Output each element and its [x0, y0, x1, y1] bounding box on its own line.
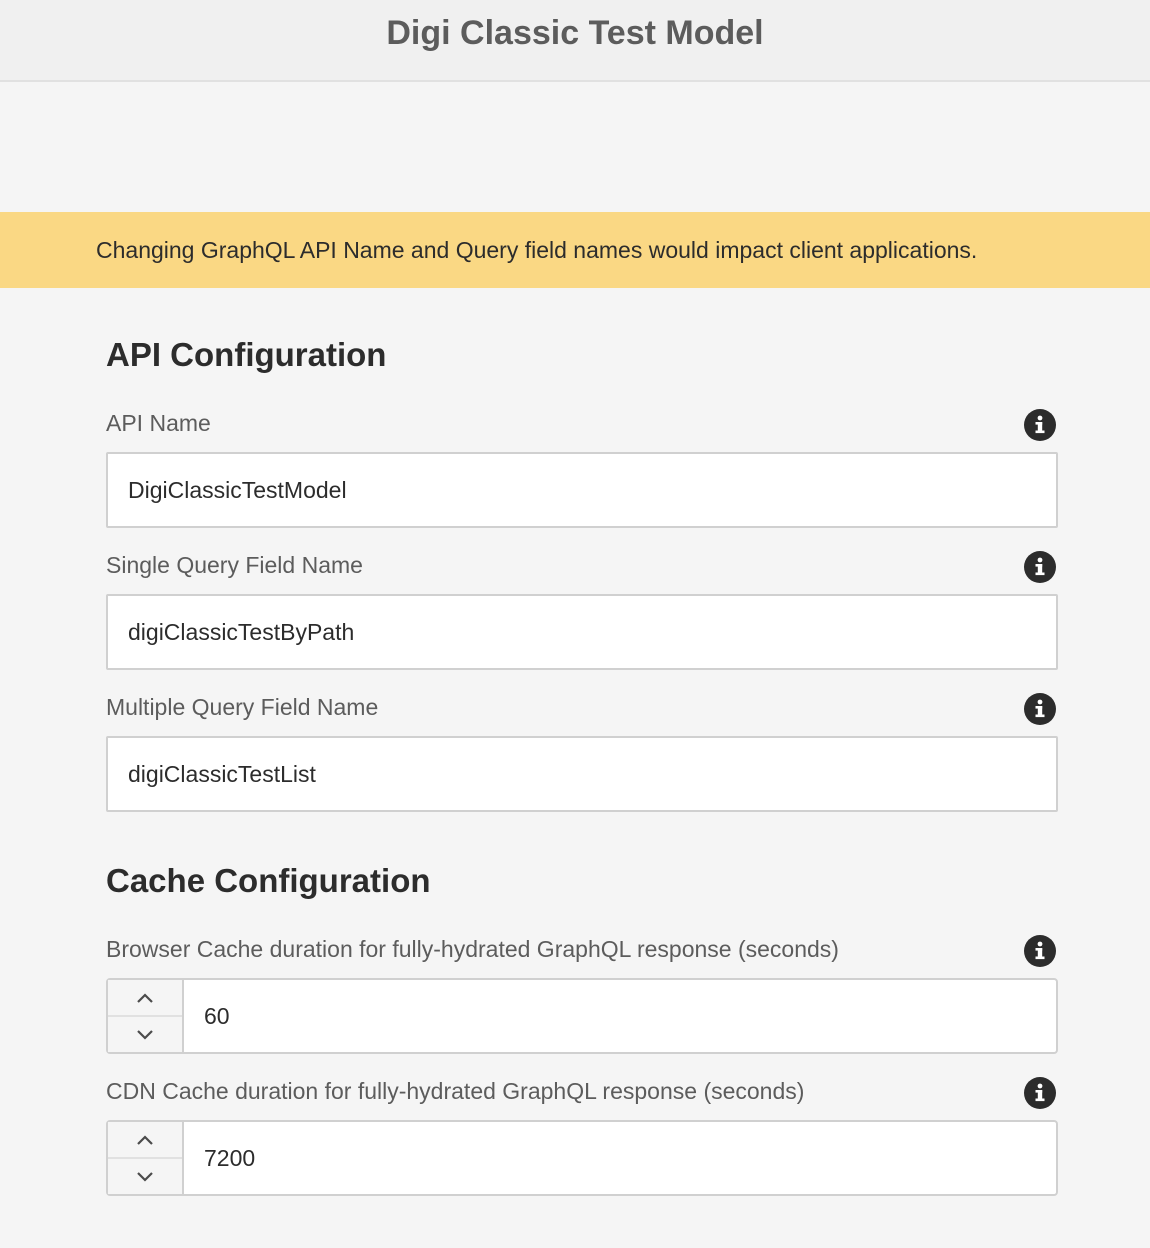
multiple-query-field-name-input[interactable]: [106, 736, 1058, 812]
warning-banner: [0, 212, 1150, 288]
chevron-up-icon: [136, 1134, 154, 1146]
page-header: [0, 0, 1150, 82]
chevron-down-icon: [136, 1171, 154, 1183]
info-icon[interactable]: [1024, 1077, 1056, 1109]
decrement-button[interactable]: [108, 1015, 182, 1052]
single-query-field-name-input[interactable]: [106, 594, 1058, 670]
multiple-query-field-name-label: Multiple Query Field Name: [106, 694, 379, 720]
api-name-input[interactable]: [106, 452, 1058, 528]
browser-cache-duration-input[interactable]: [184, 980, 1056, 1052]
info-icon[interactable]: [1024, 551, 1056, 583]
stepper-controls: [108, 1122, 184, 1194]
browser-cache-duration-label: Browser Cache duration for fully-hydrated GraphQL response (seconds): [106, 936, 839, 962]
api-configuration-heading: API Configuration: [106, 336, 387, 373]
info-icon[interactable]: [1024, 693, 1056, 725]
cdn-cache-duration-label: CDN Cache duration for fully-hydrated GraphQL response (seconds): [106, 1078, 805, 1104]
chevron-down-icon: [136, 1029, 154, 1041]
stepper-controls: [108, 980, 184, 1052]
warning-message: Changing GraphQL API Name and Query field names would impact client applications.: [96, 236, 978, 263]
page-title: Digi Classic Test Model: [386, 13, 764, 52]
increment-button[interactable]: [108, 980, 182, 1015]
info-icon[interactable]: [1024, 409, 1056, 441]
info-icon[interactable]: [1024, 935, 1056, 967]
cdn-cache-duration-input[interactable]: [184, 1122, 1056, 1194]
cdn-cache-duration-stepper: [106, 1120, 1058, 1196]
single-query-field-name-label: Single Query Field Name: [106, 552, 363, 578]
chevron-up-icon: [136, 992, 154, 1004]
cache-configuration-heading: Cache Configuration: [106, 862, 431, 899]
browser-cache-duration-stepper: [106, 978, 1058, 1054]
decrement-button[interactable]: [108, 1157, 182, 1194]
increment-button[interactable]: [108, 1122, 182, 1157]
api-name-label: API Name: [106, 410, 211, 436]
